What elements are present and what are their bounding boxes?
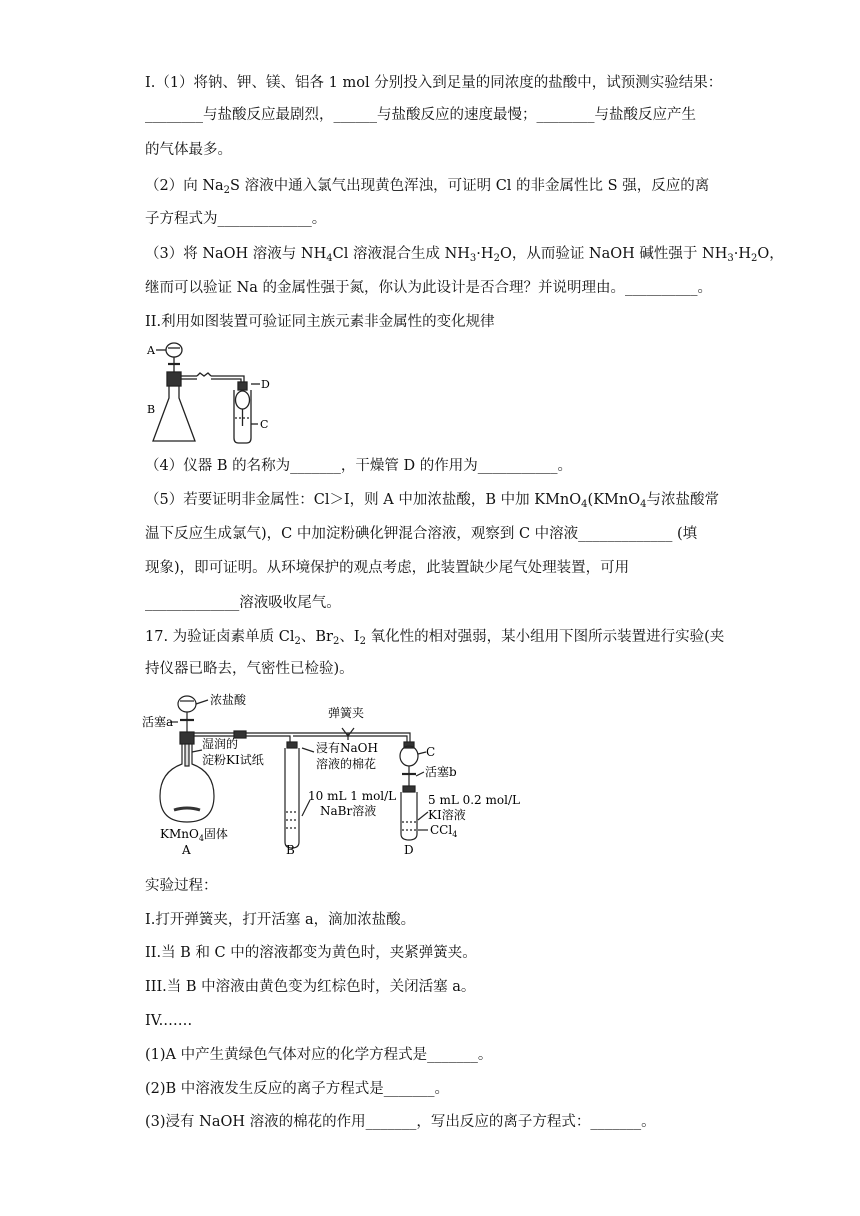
subquestion-1: (1)A 中产生黄绿色气体对应的化学方程式是_______。 [145, 1047, 493, 1063]
label-conc-hcl: 浓盐酸 [210, 693, 247, 707]
label-ki-paper-2: 淀粉KI试纸 [202, 753, 264, 767]
q17-text: 17. 为验证卤素单质 Cl [145, 629, 295, 645]
q3-text: O， [757, 246, 784, 262]
subscript: 2 [332, 636, 340, 647]
label-stopcock-a: 活塞a [142, 715, 174, 729]
subscript: 2 [294, 636, 301, 647]
label-nabr-2: NaBr溶液 [320, 804, 377, 818]
label-nabr-1: 10 mL 1 mol/L [308, 789, 397, 803]
process-title: 实验过程： [145, 878, 218, 894]
subscript: 4 [640, 499, 647, 510]
q17-text: 氧化性的相对强弱，某小组用下图所示装置进行实验(夹 [365, 629, 725, 645]
q1-line-2: ________与盐酸反应最剧烈，______与盐酸反应的速度最慢；________与盐酸反应产生 [145, 107, 696, 123]
subscript: 2 [493, 253, 500, 264]
q5-line-2: 温下反应生成氯气)，C 中加淀粉碘化钾混合溶液，观察到 C 中溶液_____________ (填 [145, 526, 698, 542]
label-a: A [182, 843, 191, 856]
q3-text: ·H [476, 246, 494, 262]
subscript: 3 [727, 253, 734, 264]
label-ki-paper-1: 湿润的 [202, 737, 239, 751]
q3-line-2: 继而可以验证 Na 的金属性强于氮，你认为此设计是否合理？并说明理由。__________。 [145, 280, 713, 296]
fig1-label-b: B [147, 403, 156, 416]
apparatus-figure-1 [142, 338, 277, 448]
subscript: 2 [359, 636, 366, 647]
label-ccl4: CCl$_4$ [430, 823, 458, 839]
fig1-label-d: D [261, 378, 270, 391]
subscript: 2 [223, 185, 231, 196]
label-ki-1: 5 mL 0.2 mol/L [428, 793, 520, 807]
q2-line-2: 子方程式为_____________。 [145, 211, 327, 227]
label-ki-2: KI溶液 [428, 808, 466, 822]
q5-text: 与浓盐酸常 [646, 492, 719, 508]
q5-text: (KMnO [587, 492, 641, 508]
q17-line-2: 持仪器已略去，气密性已检验)。 [145, 661, 354, 677]
subscript: 2 [751, 253, 758, 264]
q17-line-1 [145, 627, 725, 647]
q5-line-4: _____________溶液吸收尾气。 [145, 595, 341, 611]
label-b: B [286, 843, 295, 856]
q2-text: （2）向 Na [145, 178, 224, 194]
step-2: II.当 B 和 C 中的溶液都变为黄色时，夹紧弹簧夹。 [145, 945, 477, 961]
step-1: I.打开弹簧夹，打开活塞 a，滴加浓盐酸。 [145, 912, 416, 928]
step-3: III.当 B 中溶液由黄色变为红棕色时，关闭活塞 a。 [145, 979, 476, 995]
q5-line-3: 现象)，即可证明。从环境保护的观点考虑，此装置缺少尾气处理装置，可用 [145, 560, 630, 576]
subquestion-2: (2)B 中溶液发生反应的离子方程式是_______。 [145, 1081, 450, 1097]
subscript: 4 [581, 499, 588, 510]
part2-heading: II.利用如图装置可验证同主族元素非金属性的变化规律 [145, 314, 495, 330]
fig1-label-c: C [260, 418, 269, 431]
q4-line: （4）仪器 B 的名称为_______，干燥管 D 的作用为___________。 [145, 458, 572, 474]
q5-line-1 [145, 490, 725, 510]
label-c: C [426, 745, 436, 759]
subscript: 4 [326, 253, 333, 264]
q17-text: 、Br [300, 629, 333, 645]
q3-text: Cl 溶液混合生成 NH [332, 246, 470, 262]
fig1-label-a: A [147, 344, 155, 357]
q3-text: O，从而验证 NaOH 碱性强于 NH [499, 246, 728, 262]
label-naoh-cotton-2: 溶液的棉花 [316, 757, 377, 771]
q2-text: S 溶液中通入氯气出现黄色浑浊，可证明 Cl 的非金属性比 S 强，反应的离 [230, 178, 710, 194]
q2-line-1 [145, 176, 725, 196]
label-kmno4: KMnO$_4$固体 [160, 827, 228, 843]
label-d: D [404, 843, 414, 856]
subscript: 3 [469, 253, 477, 264]
apparatus-figure-2 [142, 690, 532, 856]
step-4: IV.…… [145, 1013, 193, 1029]
q17-text: 、I [339, 629, 360, 645]
label-stopcock-b: 活塞b [425, 765, 457, 779]
q3-text: （3）将 NaOH 溶液与 NH [145, 246, 327, 262]
label-spring-clip: 弹簧夹 [328, 706, 365, 720]
label-naoh-cotton-1: 浸有NaOH [316, 741, 378, 755]
q1-line-3: 的气体最多。 [145, 142, 232, 158]
q3-text: ·H [733, 246, 751, 262]
q3-line-1 [145, 244, 784, 264]
q5-text: （5）若要证明非金属性：Cl＞I，则 A 中加浓盐酸，B 中加 KMnO [145, 492, 582, 508]
q1-line-1: I.（1）将钠、钾、镁、铝各 1 mol 分别投入到足量的同浓度的盐酸中，试预测实验结果： [145, 75, 723, 91]
subquestion-3: (3)浸有 NaOH 溶液的棉花的作用_______，写出反应的离子方程式：_______。 [145, 1114, 656, 1130]
